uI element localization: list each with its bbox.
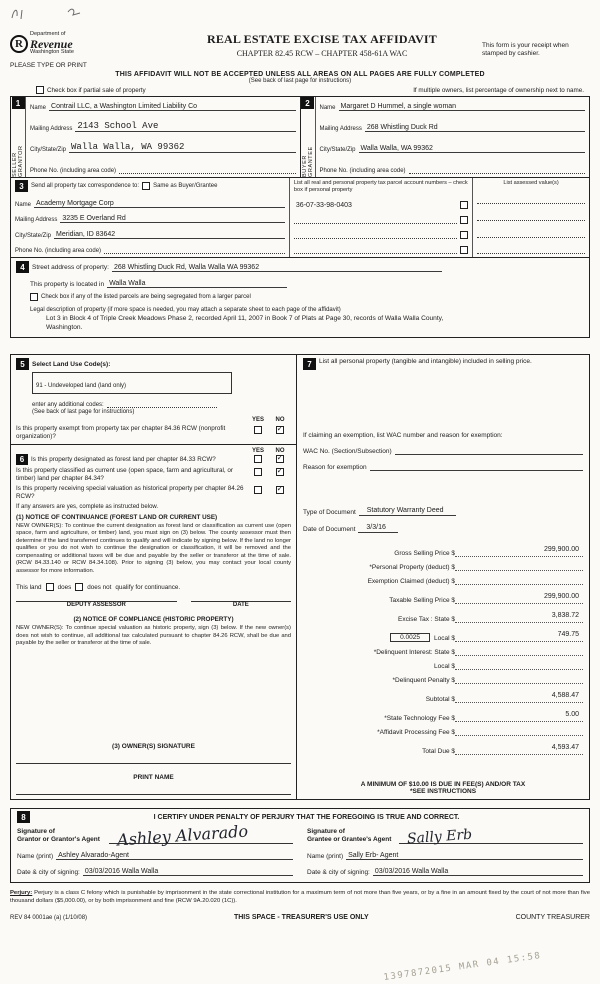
- land-use-code-box[interactable]: [32, 372, 232, 394]
- money-label: Taxable Selling Price $: [389, 597, 455, 605]
- type-of-document-label: Type of Document: [303, 509, 356, 517]
- grantor-signature-label: Signature of Grantor or Grantor's Agent: [17, 828, 100, 844]
- money-label: Subtotal $: [425, 696, 455, 704]
- street-address-value[interactable]: 268 Whistling Duck Rd, Walla Walla WA 99362: [113, 263, 260, 271]
- excise-tax-state-value[interactable]: 3,838.72: [551, 612, 579, 620]
- does-not-checkbox[interactable]: [75, 583, 83, 591]
- section-6-number: 6: [16, 454, 28, 465]
- no-header-2: NO: [275, 448, 285, 455]
- delinquent-interest-state-row: [303, 642, 583, 656]
- if-yes-note: If any answers are yes, complete as instructed below.: [16, 503, 159, 510]
- current-use-yes-checkbox[interactable]: [254, 468, 262, 476]
- deputy-assessor-label: DEPUTY ASSESSOR: [66, 602, 126, 609]
- revenue-logo: [10, 32, 162, 69]
- same-as-buyer-label: Same as Buyer/Grantee: [153, 183, 218, 190]
- does-label: does: [57, 583, 72, 591]
- grantee-signature-value: Sally Erb: [406, 827, 473, 848]
- see-back-note: (See back of last page for instructions): [248, 78, 352, 85]
- total-due-value[interactable]: 4,593.47: [551, 744, 579, 752]
- forest-land-section: [11, 445, 296, 799]
- wac-number-value[interactable]: [395, 446, 583, 455]
- correspondence-mailing-value[interactable]: 3235 E Overland Rd: [62, 215, 126, 223]
- assessed-value-blank-2[interactable]: [477, 212, 585, 221]
- same-as-buyer-checkbox[interactable]: [142, 182, 150, 190]
- print-name-line[interactable]: [16, 783, 291, 795]
- buyer-name-label: Name: [319, 105, 336, 112]
- print-name-label: PRINT NAME: [133, 774, 174, 782]
- does-not-label: does not: [87, 583, 112, 591]
- check-icon: ✓: [276, 466, 284, 476]
- seller-name-label: Name: [30, 105, 47, 112]
- grantee-signature-label: Signature of Grantee or Grantee's Agent: [307, 828, 392, 844]
- deputy-assessor-row: [16, 601, 291, 608]
- logo-dept-line: Department of: [30, 31, 66, 37]
- historic-question-row: [16, 485, 291, 501]
- seller-word: SELLER: [12, 152, 18, 178]
- personal-property-checkbox-4[interactable]: [460, 246, 468, 254]
- exempt-yes-checkbox[interactable]: [254, 426, 262, 434]
- wac-number-label: WAC No. (Section/Subsection): [303, 448, 392, 456]
- personal-property-checkbox-1[interactable]: [460, 201, 468, 209]
- yes-no-header-s5: [16, 417, 291, 423]
- seller-name-value[interactable]: Contrail LLC, a Washington Limited Liability Co: [51, 103, 198, 111]
- certify-statement: I CERTIFY UNDER PENALTY OF PERJURY THAT THE FOREGOING IS TRUE AND CORRECT.: [153, 813, 460, 821]
- exempt-question-row: [16, 425, 291, 441]
- excise-tax-local-row: [303, 623, 583, 642]
- money-label: Gross Selling Price $: [394, 550, 455, 558]
- section-7-number: 7: [303, 358, 316, 370]
- revenue-logo-icon: R: [10, 35, 28, 53]
- parcel-number-value[interactable]: 36-07-33-98-0403: [295, 201, 352, 209]
- footer-row: [10, 914, 590, 921]
- personal-property-deduct-row: [303, 557, 583, 571]
- historic-question: Is this property receiving special valuation as historical property per chapter 84.26 RCW?: [16, 484, 244, 500]
- check-icon: ✓: [276, 483, 284, 493]
- grantor-name-print-label: Name (print): [17, 853, 54, 861]
- grantee-name-print-label: Name (print): [307, 853, 344, 861]
- buyer-citystatezip-label: City/State/Zip: [319, 147, 356, 154]
- qualify-label: qualify for continuance.: [115, 583, 181, 591]
- cashier-date-stamp: 1397872015 MAR 04 15:58: [382, 950, 542, 984]
- certification-section: [10, 808, 590, 883]
- property-address-section: [10, 258, 590, 338]
- yes-header-2: YES: [251, 448, 264, 455]
- segregated-parcel-checkbox[interactable]: [30, 293, 38, 301]
- see-back-instructions-note: (See back of last page for instructions): [32, 409, 135, 416]
- perjury-label: Perjury:: [10, 890, 33, 897]
- owners-signature-line[interactable]: [16, 752, 291, 764]
- seller-mailing-label: Mailing Address: [30, 126, 73, 133]
- exempt-question: Is this property exempt from property tax per chapter 84.36 RCW (nonprofit organization)?: [16, 425, 226, 441]
- money-label: *Delinquent Penalty $: [392, 677, 455, 685]
- delinquent-penalty-row: [303, 670, 583, 684]
- correspondence-phone-value[interactable]: [104, 245, 285, 254]
- logo-revenue-line: Revenue: [30, 36, 73, 51]
- receipt-note-line2: when stamped by cashier.: [482, 42, 569, 58]
- form-revision-number: REV 84 0001ae (a) (1/10/08): [10, 914, 88, 921]
- deputy-date-label: DATE: [232, 602, 249, 609]
- seller-phone-value[interactable]: [119, 165, 295, 174]
- grantee-date-city-label: Date & city of signing:: [307, 869, 370, 877]
- this-land-label: This land: [16, 583, 42, 591]
- notice-continuance-title: (1) NOTICE OF CONTINUANCE (FOREST LAND OR CURRENT USE): [16, 513, 218, 521]
- forest-question: 6 Is this property designated as forest land per chapter 84.33 RCW?: [16, 454, 247, 465]
- type-of-document-value[interactable]: Statutory Warranty Deed: [359, 507, 456, 516]
- assessed-value-blank-1[interactable]: [477, 195, 585, 204]
- buyer-section: [300, 97, 590, 177]
- historic-no-checkbox[interactable]: [276, 483, 284, 494]
- treasurer-space-label: THIS SPACE - TREASURER'S USE ONLY: [233, 914, 369, 922]
- completion-warning: THIS AFFIDAVIT WILL NOT BE ACCEPTED UNLESS ALL AREAS ON ALL PAGES ARE FULLY COMPLETED: [115, 71, 485, 79]
- seller-phone-label: Phone No. (including area code): [30, 168, 117, 175]
- land-use-section: [11, 355, 296, 445]
- grantor-signature-block: [17, 821, 293, 877]
- grantor-signature-value: Ashley Alvarado: [116, 821, 249, 850]
- segregated-parcel-label: Check box if any of the listed parcels are being segregated from a larger parcel: [41, 294, 251, 301]
- assessed-values-header: List assessed value(s): [503, 180, 559, 187]
- correspondence-citystatezip-label: City/State/Zip: [15, 232, 52, 239]
- delinquent-interest-local-row: [303, 656, 583, 670]
- grantee-name-print-value[interactable]: Sally Erb- Agent: [348, 852, 399, 860]
- see-instructions-note: *SEE INSTRUCTIONS: [409, 788, 477, 796]
- subtotal-row: [303, 684, 583, 703]
- parcel-number-blank-2[interactable]: [294, 215, 457, 224]
- personal-property-checkbox-2[interactable]: [460, 216, 468, 224]
- grantor-date-city-value[interactable]: 03/03/2016 Walla Walla: [84, 868, 159, 876]
- grantee-date-city-value[interactable]: 03/03/2016 Walla Walla: [374, 868, 449, 876]
- check-icon: ✓: [276, 424, 284, 434]
- yes-header: YES: [251, 417, 264, 424]
- section-4-number: 4: [16, 261, 29, 273]
- notice-continuance-text: NEW OWNER(S): To continue the current designation as forest land or classification as current use (open space, farm and agriculture, or timber) land, you must sign on (3) below. The county assessor must then determine if the land transferred continues to qualify and will indicate by signing below. If the land no longer qualifies or you do not wish to continue the designation or classification, it will be removed and the compensating or additional taxes will be due and payable by the seller or transferor at the time of sale. (RCW 84.33.140 or RCW 84.34.108). Prior to signing (3) below, you may contact your local county assessor for more information.: [16, 522, 291, 574]
- buyer-name-value[interactable]: Margaret D Hummel, a single woman: [340, 103, 457, 111]
- money-label: *State Technology Fee $: [384, 715, 455, 723]
- perjury-paragraph: [10, 890, 590, 906]
- located-in-value[interactable]: Walla Walla: [109, 280, 146, 288]
- partial-sale-label: Check box if partial sale of property: [47, 86, 146, 94]
- exemption-claimed-row: [303, 571, 583, 585]
- seller-citystatezip-label: City/State/Zip: [30, 147, 67, 154]
- grantor-word: GRANTOR: [18, 145, 24, 178]
- correspondence-phone-label: Phone No. (including area code): [15, 248, 102, 255]
- buyer-phone-value[interactable]: [409, 165, 585, 174]
- does-checkbox[interactable]: [46, 583, 54, 591]
- receipt-note: [482, 32, 590, 69]
- seller-section: [11, 97, 300, 177]
- personal-property-checkbox-3[interactable]: [460, 231, 468, 239]
- section-5-number: 5: [16, 358, 29, 370]
- chapter-subtitle: CHAPTER 82.45 RCW – CHAPTER 458-61A WAC: [236, 49, 408, 58]
- parcel-number-blank-4[interactable]: [294, 245, 457, 254]
- excise-tax-state-row: [303, 604, 583, 623]
- forest-question-row: [16, 454, 291, 465]
- notice-compliance-text: NEW OWNER(S): To continue special valuation as historic property, sign (3) below. If the new owner(s) does not wish to continue, all additional tax calculated pursuant to chapter 84.26 RCW, shall be due and payable by the seller or transferor at the time of sale.: [16, 625, 291, 647]
- send-correspondence-label: Send all property tax correspondence to:: [31, 183, 140, 190]
- receipt-note-line1: This form is your receipt: [482, 42, 552, 49]
- exempt-no-checkbox[interactable]: [276, 426, 284, 434]
- money-label: Local $: [434, 663, 455, 671]
- forest-no-checkbox[interactable]: [276, 455, 284, 463]
- grantor-signature-field[interactable]: [109, 821, 293, 850]
- money-label: *Personal Property (deduct) $: [369, 564, 455, 572]
- located-in-label: This property is located in: [30, 281, 105, 289]
- minimum-fee-note: A MINIMUM OF $10.00 IS DUE IN FEE(S) AND/OR TAX: [360, 781, 526, 789]
- current-use-question: Is this property classified as current use (open space, farm and agricultural, or timber) land per chapter 84.34?: [16, 467, 233, 483]
- gross-selling-price-value[interactable]: 299,900.00: [543, 546, 579, 554]
- total-due-row: [303, 736, 583, 755]
- buyer-citystatezip-value[interactable]: Walla Walla, WA 99362: [360, 145, 433, 153]
- exemption-intro: If claiming an exemption, list WAC number and reason for exemption:: [303, 432, 503, 440]
- grantee-word: GRANTEE: [307, 146, 314, 178]
- money-label: Total Due $: [422, 748, 455, 756]
- please-type-label: PLEASE TYPE OR PRINT: [10, 62, 87, 70]
- street-address-label: Street address of property:: [32, 263, 109, 271]
- legal-description-label: Legal description of property (if more space is needed, you may attach a separate sheet to each page of the affidavit): [30, 307, 341, 314]
- legal-description-value[interactable]: Lot 3 in Block 4 of Triple Creek Meadows Phase 2, recorded April 11, 2007 in Book 7 of Plats at Page 30, records of Walla Walla County, Washington.: [46, 315, 444, 331]
- tax-correspondence-section: [10, 178, 590, 258]
- grantee-signature-field[interactable]: [399, 826, 583, 848]
- seller-citystatezip-value[interactable]: Walla Walla, WA 99362: [71, 142, 185, 153]
- grantee-signature-block: [307, 826, 583, 876]
- exemption-reason-label: Reason for exemption: [303, 464, 367, 472]
- section-8-number: 8: [17, 811, 30, 823]
- grantor-date-city-label: Date & city of signing:: [17, 869, 80, 877]
- money-label: *Delinquent Interest: State $: [373, 649, 455, 657]
- notice-compliance-title: (2) NOTICE OF COMPLIANCE (HISTORIC PROPERTY): [73, 616, 234, 624]
- check-icon: ✓: [276, 453, 284, 463]
- county-treasurer-label: COUNTY TREASURER: [515, 914, 590, 922]
- state-technology-fee-row: [303, 703, 583, 722]
- land-use-label: Select Land Use Code(s):: [32, 360, 111, 368]
- partial-sale-checkbox[interactable]: [36, 86, 44, 94]
- section-1-number: 1: [12, 97, 25, 109]
- buyer-side-label: [302, 109, 314, 177]
- section-3-number: 3: [15, 180, 28, 192]
- personal-property-section: [297, 355, 589, 799]
- historic-yes-checkbox[interactable]: [254, 486, 262, 494]
- grantor-name-print-value[interactable]: Ashley Alvarado-Agent: [58, 852, 129, 860]
- perjury-text: Perjury is a class C felony which is punishable by imprisonment in the state correctional institution for a maximum term of not more than five years, or by a fine in an amount fixed by the court of not more than five thousand dollars ($5,000.00), or by both imprisonment and fine (RCW 9A.20.020 (1C)).: [10, 890, 590, 905]
- money-label: *Affidavit Processing Fee $: [377, 729, 455, 737]
- form-header: [10, 32, 590, 69]
- excise-tax-local-value[interactable]: 749.75: [557, 631, 579, 639]
- current-use-no-checkbox[interactable]: [276, 468, 284, 476]
- buyer-phone-label: Phone No. (including area code): [319, 168, 406, 175]
- local-rate-box[interactable]: 0.0025: [390, 633, 430, 642]
- middle-columns: [10, 354, 590, 800]
- gross-selling-price-row: [303, 538, 583, 557]
- taxable-selling-price-value[interactable]: 299,900.00: [543, 593, 579, 601]
- owners-signature-label: (3) OWNER(S) SIGNATURE: [112, 743, 195, 751]
- date-of-document-label: Date of Document: [303, 526, 356, 534]
- multiple-owners-note: If multiple owners, list percentage of ownership next to name.: [413, 86, 584, 94]
- assessed-value-blank-4[interactable]: [477, 245, 585, 254]
- section-2-number: 2: [301, 97, 314, 109]
- buyer-mailing-label: Mailing Address: [319, 126, 362, 133]
- seller-side-label: [12, 109, 24, 177]
- page-title: REAL ESTATE EXCISE TAX AFFIDAVIT: [206, 32, 438, 46]
- buyer-word: BUYER: [301, 155, 308, 178]
- subtotal-value[interactable]: 4,588.47: [551, 692, 579, 700]
- correspondence-name-label: Name: [15, 201, 32, 208]
- forest-yes-checkbox[interactable]: [254, 455, 262, 463]
- land-use-code-value: 91 - Undeveloped land (land only): [36, 383, 127, 390]
- correspondence-name-value[interactable]: Academy Mortgage Corp: [36, 199, 114, 207]
- correspondence-mailing-label: Mailing Address: [15, 217, 58, 224]
- no-header: NO: [275, 417, 285, 424]
- parties-section: [10, 96, 590, 178]
- additional-codes-value[interactable]: [107, 399, 217, 408]
- money-label: Exemption Claimed (deduct) $: [367, 578, 455, 586]
- taxable-selling-price-row: [303, 585, 583, 604]
- money-label: Excise Tax : State $: [398, 616, 455, 624]
- date-of-document-value[interactable]: 3/3/16: [358, 524, 397, 533]
- parcel-number-blank-3[interactable]: [294, 230, 457, 239]
- exemption-reason-value[interactable]: [370, 462, 583, 471]
- state-technology-fee-value[interactable]: 5.00: [565, 711, 579, 719]
- logo-state-line: Washington State: [30, 49, 74, 56]
- additional-codes-label: enter any additional codes:: [32, 402, 104, 409]
- handwriting-mark: [8, 4, 88, 24]
- exemption-reason-blank[interactable]: [303, 479, 583, 488]
- money-label: Local $: [434, 635, 455, 643]
- correspondence-citystatezip-value[interactable]: Meridian, ID 83642: [56, 230, 116, 238]
- assessed-value-blank-3[interactable]: [477, 229, 585, 238]
- personal-property-label: List all personal property (tangible and intangible) included in selling price.: [319, 358, 532, 366]
- parcel-numbers-header: List all real and personal property tax parcel account numbers – check box if personal property: [293, 180, 468, 194]
- affidavit-processing-fee-row: [303, 722, 583, 736]
- seller-mailing-value[interactable]: 2143 School Ave: [77, 121, 159, 132]
- continuance-row: [16, 583, 291, 591]
- buyer-mailing-value[interactable]: 268 Whistling Duck Rd: [366, 124, 438, 132]
- current-use-question-row: [16, 467, 291, 483]
